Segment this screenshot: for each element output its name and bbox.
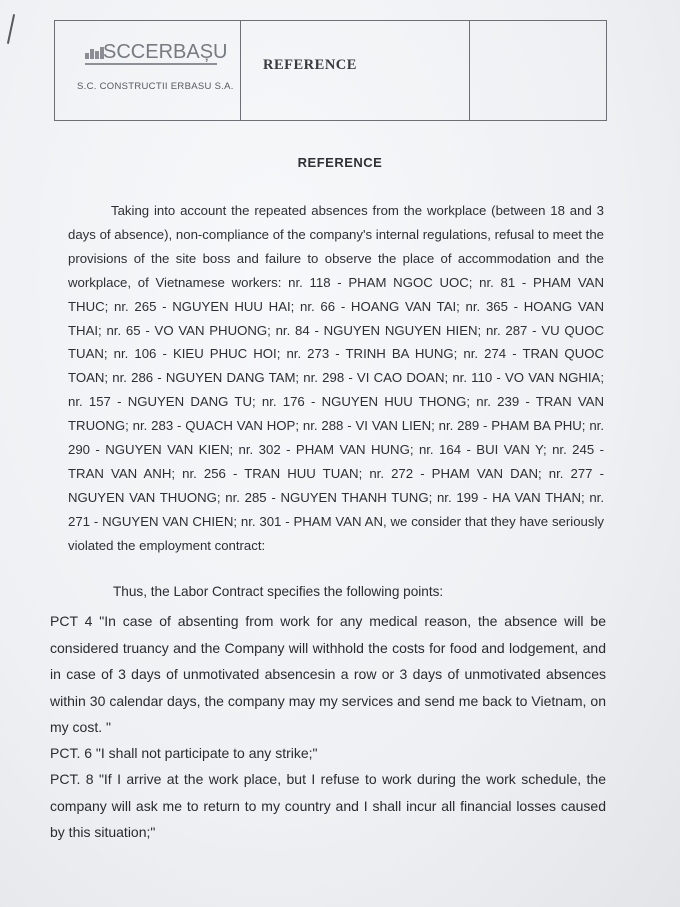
- pct6-clause: PCT. 6 "I shall not participate to any strike;": [50, 745, 318, 761]
- blank-cell: [470, 21, 606, 120]
- main-paragraph: [68, 199, 604, 558]
- pen-mark: [7, 14, 15, 44]
- company-name: S.C. CONSTRUCTII ERBASU S.A.: [77, 81, 234, 92]
- document-title: REFERENCE: [297, 155, 383, 170]
- reference-cell: [241, 21, 470, 120]
- labor-contract-intro: Thus, the Labor Contract specifies the following points:: [113, 584, 444, 599]
- pct8-clause: PCT. 8 "If I arrive at the work place, but I refuse to work during the work schedule, the company will ask me to return to my country and I shall incur all financial losses caused by this situation;": [50, 771, 606, 840]
- header-reference-label: REFERENCE: [263, 57, 357, 73]
- letterhead-table: [54, 20, 607, 121]
- pct4-clause: PCT 4 "In case of absenting from work for any medical reason, the absence will be considered truancy and the Company will withhold the costs for food and lodgement, and in case of 3 days of unmotivated absencesin a row or 3 days of unmotivated absences within 30 calendar days, the company may my services and send me back to Vietnam, on my cost. ": [50, 613, 606, 735]
- company-logo-text: SCCERBAȘU: [103, 41, 228, 63]
- main-paragraph-text: Taking into account the repeated absences from the workplace (between 18 and 3 days of absence), non-compliance of the company's internal regulations, refusal to meet the provisions of the site boss and failure to observe the place of accommodation and the workplace, of Vietnamese workers: nr. 118 - PHAM NGOC UOC; nr. 81 - PHAM VAN THUC; nr. 265 - NGUYEN HUU HAI; nr. 66 - HOANG VAN TAI; nr. 365 - HOANG VAN THAI; nr. 65 - VO VAN PHUONG; nr. 84 - NGUYEN NGUYEN HIEN; nr. 287 - VU QUOC TUAN; nr. 106 - KIEU PHUC HOI; nr. 273 - TRINH BA HUNG; nr. 274 - TRAN QUOC TOAN; nr. 286 - NGUYEN DANG TAM; nr. 298 - VI CAO DOAN; nr. 110 - VO VAN NGHIA; nr. 157 - NGUYEN DANG TU; nr. 176 - NGUYEN HUU THONG; nr. 239 - TRAN VAN TRUONG; nr. 283 - QUACH VAN HOP; nr. 288 - VI VAN LIEN; nr. 289 - PHAM BA PHU; nr. 290 - NGUYEN VAN KIEN; nr. 302 - PHAM VAN HUNG; nr. 164 - BUI VAN Y; nr. 245 - TRAN VAN ANH; nr. 256 - TRAN HUU TUAN; nr. 272 - PHAM VAN DAN; nr. 277 - NGUYEN VAN THUONG; nr. 285 - NGUYEN THANH TUNG; nr. 199 - HA VAN THAN; nr. 271 - NGUYEN VAN CHIEN; nr. 301 - PHAM VAN AN, we consider that they have seriously violated the employment contract:: [68, 203, 604, 553]
- logo-cell: [55, 21, 241, 120]
- logo-underline: [85, 63, 217, 65]
